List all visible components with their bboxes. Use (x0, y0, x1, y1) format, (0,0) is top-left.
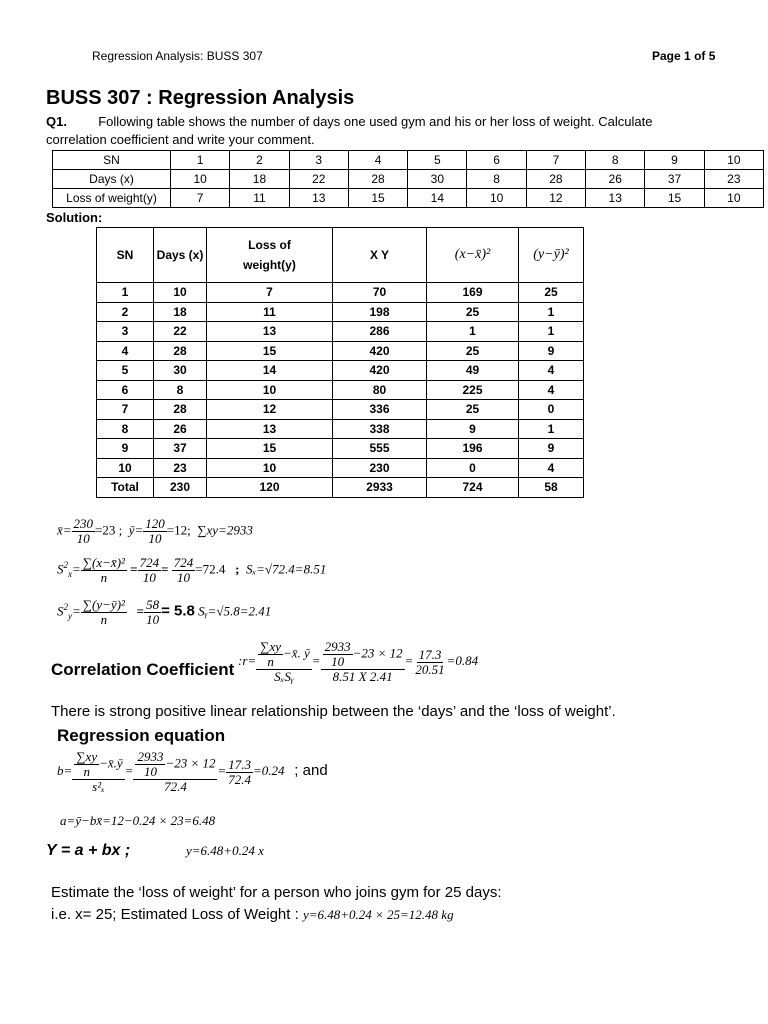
tail: −23 × 12 (352, 645, 403, 661)
den: 10 (177, 570, 191, 585)
running-header: Regression Analysis: BUSS 307 (92, 49, 263, 63)
cell: 13 (586, 189, 645, 208)
solution-label: Solution: (46, 210, 103, 225)
table-row (97, 322, 584, 342)
table-row (53, 189, 764, 208)
cell: 5 (408, 151, 467, 170)
cell: 420 (333, 361, 427, 381)
col-header: SN (97, 228, 154, 283)
cell: 26 (154, 419, 207, 439)
cell: 8 (97, 419, 154, 439)
den: 72.4 (228, 771, 252, 787)
cell: 10 (207, 458, 333, 478)
cell: 15 (207, 439, 333, 459)
sub: x (68, 569, 72, 580)
num: 2933 (137, 749, 164, 764)
num: 17.3 (418, 646, 442, 662)
data-table (52, 150, 764, 208)
row-label: Days (x) (53, 170, 171, 189)
cell: 18 (230, 170, 289, 189)
den: 10 (146, 612, 160, 627)
col-header: Days (x) (154, 228, 207, 283)
r: :r= (238, 652, 257, 668)
den: n (100, 612, 108, 627)
table-row (97, 380, 584, 400)
cell: 336 (333, 400, 427, 420)
cell: 12 (526, 189, 585, 208)
estimate-equation: y=6.48+0.24 × 25=12.48 kg (302, 907, 454, 922)
cell: 9 (519, 439, 584, 459)
cell: 9 (97, 439, 154, 459)
cell: 11 (230, 189, 289, 208)
cell: 4 (519, 458, 584, 478)
den: 10 (148, 531, 162, 546)
question-line-1 (46, 113, 652, 131)
cell: 13 (289, 189, 348, 208)
cell: 14 (207, 361, 333, 381)
res: =0.84 (446, 652, 479, 668)
cell: 9 (519, 341, 584, 361)
page-prefix: Page (652, 49, 681, 63)
cell: 420 (333, 341, 427, 361)
cell: 28 (154, 341, 207, 361)
cell: 724 (427, 478, 519, 498)
cell: 11 (207, 302, 333, 322)
page-title: BUSS 307 : Regression Analysis (46, 87, 355, 109)
cell: 2 (230, 151, 289, 170)
sx: Sₓ=√72.4=8.51 (245, 561, 327, 577)
xbar: x̄= (57, 522, 72, 538)
cell: 4 (348, 151, 407, 170)
num: 58 (146, 597, 160, 612)
cell: 198 (333, 302, 427, 322)
den: 8.51 X 2.41 (332, 669, 393, 684)
cell: 225 (427, 380, 519, 400)
cell: 4 (519, 361, 584, 381)
cell: 0 (519, 400, 584, 420)
cell: 10 (171, 170, 230, 189)
cell: 28 (154, 400, 207, 420)
xres: =23 ; (95, 522, 123, 538)
cell: 8 (467, 170, 526, 189)
regression-model-label: Y = a + bx ; (46, 842, 131, 859)
col-header: X Y (333, 228, 427, 283)
den: 10 (331, 654, 345, 669)
table-row (97, 361, 584, 381)
cell: 10 (467, 189, 526, 208)
cell: 15 (207, 341, 333, 361)
cell: 13 (207, 322, 333, 342)
res: =0.24 (253, 762, 285, 778)
cell: 18 (154, 302, 207, 322)
cell: 0 (427, 458, 519, 478)
semi: ; (235, 561, 240, 577)
cell: 286 (333, 322, 427, 342)
den: s²ₓ (92, 779, 105, 794)
cell: 196 (427, 439, 519, 459)
cell: 26 (586, 170, 645, 189)
sy: Sᵧ=√5.8=2.41 (198, 603, 272, 619)
table-row (97, 458, 584, 478)
tail: −23 × 12 (165, 755, 216, 771)
page-of: of (694, 49, 706, 63)
cell: 169 (427, 283, 519, 303)
estimate-question: Estimate the ‘loss of weight’ for a person who joins gym for 25 days: (51, 884, 502, 901)
comment-text: There is strong positive linear relationship between the ‘days’ and the ‘loss of weight’. (51, 703, 616, 720)
cell: 7 (97, 400, 154, 420)
correlation-label: Correlation Coefficient (51, 660, 235, 679)
cell: 25 (427, 302, 519, 322)
cell: 120 (207, 478, 333, 498)
cell: 37 (154, 439, 207, 459)
sy-formula: $S^2_y=$ $\frac{\text{∑(y−ȳ)²}}{n}$ = $\frac{58}{10}$ = 5.8 Sᵧ=√5.8=2.41 (57, 597, 272, 627)
num: 230 (73, 516, 94, 531)
cell: 10 (154, 283, 207, 303)
page-num: 1 (684, 49, 691, 63)
cell: 9 (645, 151, 704, 170)
cell: 22 (289, 170, 348, 189)
cell: 10 (207, 380, 333, 400)
cell: 3 (97, 322, 154, 342)
cell: 70 (333, 283, 427, 303)
cell: 10 (704, 189, 763, 208)
col-header: Loss of weight(y) (207, 228, 333, 283)
table-row (97, 302, 584, 322)
ybar: ȳ= (128, 522, 144, 538)
cell: 5 (97, 361, 154, 381)
den: n (100, 570, 108, 585)
den: 10 (76, 531, 90, 546)
table-row (97, 283, 584, 303)
page-number (652, 49, 715, 63)
b-formula: b= $\frac{\sum xy}{n}$ −x̄.ȳ s²ₓ = $\frac{2933}{10}$ −23 × 12 72.4 = $\frac{17.3}{72.4}$ =0.24 ; and (57, 749, 328, 794)
table-row (53, 151, 764, 170)
a-formula: a=ȳ−bx̄=12−0.24 × 23=6.48 (60, 813, 216, 828)
and: ; and (294, 761, 328, 779)
cell: 28 (526, 170, 585, 189)
question-text-1: Following table shows the number of days one used gym and his or her loss of weight. Calculate (98, 114, 653, 129)
num: ∑xy (76, 749, 98, 764)
cell: 15 (348, 189, 407, 208)
num: ∑xy (260, 639, 281, 654)
sup: 2 (63, 560, 68, 571)
cell: 2933 (333, 478, 427, 498)
cell: 1 (519, 419, 584, 439)
sup: 2 (63, 602, 68, 613)
cell: 25 (427, 400, 519, 420)
res: =72.4 (195, 561, 226, 577)
cell: 37 (645, 170, 704, 189)
cell: 8 (586, 151, 645, 170)
col-header: (x−x̄)² (427, 228, 519, 283)
cell: 7 (526, 151, 585, 170)
cell: 6 (467, 151, 526, 170)
cell: Total (97, 478, 154, 498)
cell: 49 (427, 361, 519, 381)
table-row (53, 170, 764, 189)
correlation-formula: :r= $\frac{\sum xy}{n}$ −x̄. ȳ SₓSᵧ = $\frac{2933}{10}$ −23 × 12 8.51 X 2.41 = $\frac{17.3}{20.51}$ =0.84 (238, 639, 479, 684)
sub: y (68, 611, 72, 622)
cell: 4 (97, 341, 154, 361)
table-row (97, 419, 584, 439)
sumxy: ∑xy=2933 (197, 522, 253, 538)
estimate-prefix: i.e. x= 25; Estimated Loss of Weight : (51, 906, 299, 923)
cell: 2 (97, 302, 154, 322)
cell: 7 (207, 283, 333, 303)
cell: 58 (519, 478, 584, 498)
den: 20.51 (415, 661, 445, 677)
res: = 5.8 (161, 602, 195, 620)
table-row (97, 439, 584, 459)
tail: −x̄.ȳ (99, 755, 123, 771)
means-formula (57, 517, 253, 546)
cell: 1 (97, 283, 154, 303)
b: b= (57, 762, 73, 778)
row-label: SN (53, 151, 171, 170)
cell: 25 (427, 341, 519, 361)
cell: 23 (704, 170, 763, 189)
page-total: 5 (708, 49, 716, 63)
table-header-row (97, 228, 584, 283)
cell: 9 (427, 419, 519, 439)
cell: 555 (333, 439, 427, 459)
cell: 230 (333, 458, 427, 478)
cell: 13 (207, 419, 333, 439)
row-label: Loss of weight(y) (53, 189, 171, 208)
cell: 10 (97, 458, 154, 478)
cell: 3 (289, 151, 348, 170)
sx-formula: $S^2_x=$ $\frac{\text{∑(x−x̄)²}}{n}$ = $\frac{724}{10}$ = $\frac{724}{10}$ =72.4 ; Sₓ=√72.4=8.51 (57, 555, 327, 585)
cell: 12 (207, 400, 333, 420)
estimate-answer (51, 906, 454, 923)
cell: 25 (519, 283, 584, 303)
table-row (97, 400, 584, 420)
cell: 230 (154, 478, 207, 498)
num: 724 (173, 555, 194, 570)
cell: 10 (704, 151, 763, 170)
den: n (267, 654, 274, 669)
cell: 14 (408, 189, 467, 208)
question-label: Q1. (46, 114, 67, 129)
solution-table (96, 227, 584, 498)
cell: 1 (171, 151, 230, 170)
regression-title: Regression equation (57, 726, 226, 745)
cell: 338 (333, 419, 427, 439)
den: SₓSᵧ (274, 669, 294, 684)
cell: 22 (154, 322, 207, 342)
cell: 8 (154, 380, 207, 400)
cell: 7 (171, 189, 230, 208)
cell: 30 (154, 361, 207, 381)
yres: =12; (166, 522, 191, 538)
cell: 30 (408, 170, 467, 189)
num: 2933 (324, 639, 351, 654)
question-line-2: correlation coefficient and write your comment. (46, 132, 315, 147)
cell: 28 (348, 170, 407, 189)
tail: −x̄. ȳ (282, 645, 310, 661)
num: 724 (139, 555, 160, 570)
cell: 80 (333, 380, 427, 400)
num: 120 (145, 516, 165, 531)
lhs: S (57, 603, 64, 619)
cell: 15 (645, 189, 704, 208)
den: 10 (143, 764, 157, 779)
num: 17.3 (228, 756, 252, 772)
num: ∑(x−x̄)² (82, 555, 125, 570)
regression-equation: y=6.48+0.24 x (186, 843, 264, 858)
cell: 4 (519, 380, 584, 400)
num: ∑(y−ȳ)² (82, 597, 125, 612)
den: 10 (142, 570, 156, 585)
cell: 23 (154, 458, 207, 478)
cell: 1 (519, 322, 584, 342)
den: n (83, 764, 90, 779)
lhs: S (57, 561, 64, 577)
table-total-row (97, 478, 584, 498)
table-row (97, 341, 584, 361)
cell: 6 (97, 380, 154, 400)
cell: 1 (427, 322, 519, 342)
col-header: (y−ȳ)² (519, 228, 584, 283)
cell: 1 (519, 302, 584, 322)
den: 72.4 (164, 779, 187, 794)
